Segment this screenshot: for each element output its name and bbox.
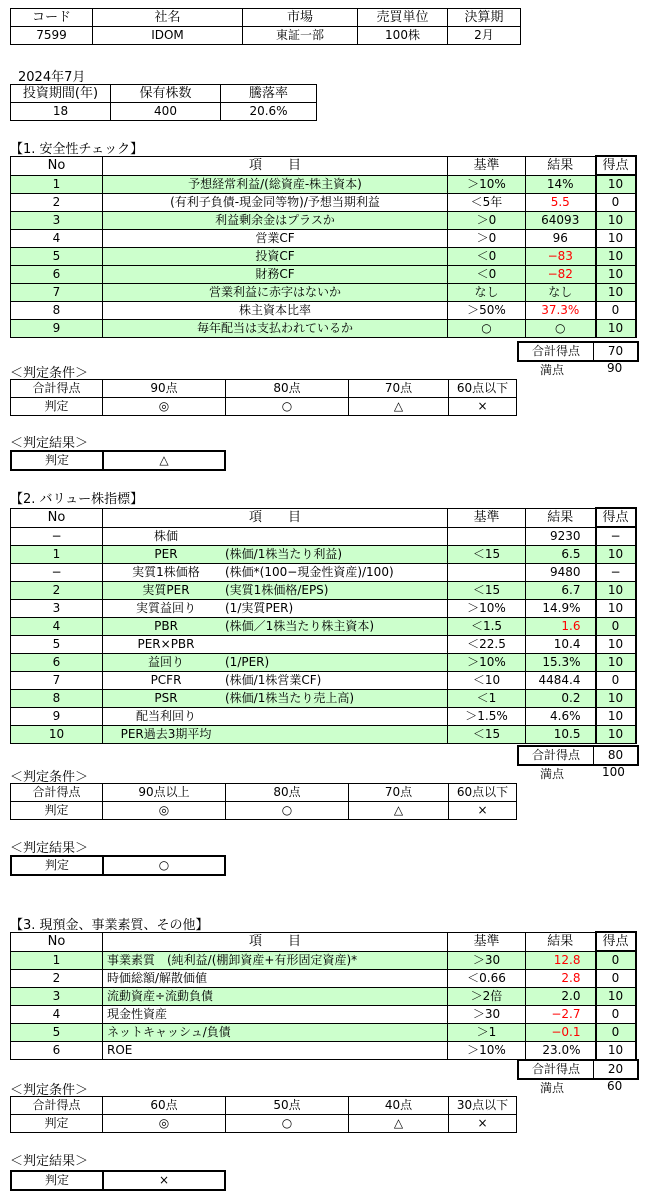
row-no: 5 xyxy=(11,636,103,654)
section2-result-title: ＜判定結果＞ xyxy=(10,841,89,856)
section2-result-label: 判定 xyxy=(12,857,104,874)
section2-result-box xyxy=(10,855,226,876)
section1-header-item: 項 目 xyxy=(103,156,448,175)
holding-header-row xyxy=(11,85,317,103)
row-item xyxy=(103,690,448,708)
row-item-desc: (株価／1株当たり株主資本) xyxy=(225,619,374,633)
table-row xyxy=(11,582,636,600)
row-item-name: PBR xyxy=(154,619,178,633)
company-name: IDOM xyxy=(93,27,243,45)
section1-cond-h0: 合計得点 xyxy=(11,380,103,398)
row-std xyxy=(448,527,526,546)
section1-result-title: ＜判定結果＞ xyxy=(10,436,89,451)
table-row xyxy=(11,1006,636,1024)
row-score: 10 xyxy=(596,320,636,338)
section3-cond-h1: 60点 xyxy=(103,1097,226,1115)
section1-header-row xyxy=(11,156,636,175)
row-item: ROE xyxy=(103,1042,448,1060)
section2-title: 【2. バリュー株指標】 xyxy=(10,492,144,507)
row-item: 営業CF xyxy=(103,230,448,248)
holding-table xyxy=(10,84,317,121)
row-item xyxy=(103,708,448,726)
row-score: 0 xyxy=(596,302,636,320)
row-item: 利益剰余金はプラスか xyxy=(103,212,448,230)
section1-cond-m2: ○ xyxy=(226,398,349,416)
section3-header-score: 得点 xyxy=(596,932,636,951)
section3-total-box xyxy=(517,1059,639,1080)
row-std: ＜22.5 xyxy=(448,636,526,654)
row-no: 9 xyxy=(11,708,103,726)
section2-cond-row2 xyxy=(11,802,517,820)
section3-cond-m3: △ xyxy=(349,1115,449,1133)
company-code: 7599 xyxy=(11,27,93,45)
row-item-name: 実質1株価格 xyxy=(132,565,200,579)
row-item: 事業素質 (純利益/(棚卸資産+有形固定資産)* xyxy=(103,951,448,970)
section2-cond-m2: ○ xyxy=(226,802,349,820)
row-no: − xyxy=(11,527,103,546)
section3-cond-h0: 合計得点 xyxy=(11,1097,103,1115)
section1-title: 【1. 安全性チェック】 xyxy=(10,142,144,157)
section2-cond-m1: ◎ xyxy=(103,802,226,820)
section3-result-box xyxy=(10,1170,226,1191)
row-std: ＞10% xyxy=(448,1042,526,1060)
section2-cond-m0: 判定 xyxy=(11,802,103,820)
row-no: 2 xyxy=(11,970,103,988)
holding-header-shares: 保有株数 xyxy=(111,85,221,103)
section1-header-std: 基準 xyxy=(448,156,526,175)
section2-header-row xyxy=(11,508,636,527)
row-res: 10.5 xyxy=(526,726,596,744)
section1-cond-h2: 80点 xyxy=(226,380,349,398)
section1-max: 90 xyxy=(607,361,623,375)
section2-total-box xyxy=(517,745,639,766)
row-score: − xyxy=(596,527,636,546)
row-res: 9480 xyxy=(526,564,596,582)
section3-cond-h2: 50点 xyxy=(226,1097,349,1115)
section2-total: 80 xyxy=(607,748,624,762)
row-std: ＞50% xyxy=(448,302,526,320)
holding-value-row xyxy=(11,103,317,121)
row-std: ＞0 xyxy=(448,212,526,230)
company-header-row xyxy=(11,9,521,27)
row-res: 4.6% xyxy=(526,708,596,726)
row-score: 0 xyxy=(596,194,636,212)
table-row xyxy=(11,988,636,1006)
row-item-name: 配当利回り xyxy=(135,709,196,723)
company-header-fiscal: 決算期 xyxy=(448,9,521,27)
row-res: なし xyxy=(526,284,596,302)
row-res: 15.3% xyxy=(526,654,596,672)
row-item: 株主資本比率 xyxy=(103,302,448,320)
table-row xyxy=(11,970,636,988)
company-header-unit: 売買単位 xyxy=(358,9,448,27)
row-no: 2 xyxy=(11,194,103,212)
row-score: 10 xyxy=(596,636,636,654)
row-std: なし xyxy=(448,284,526,302)
row-res: −82 xyxy=(526,266,596,284)
row-no: 6 xyxy=(11,266,103,284)
holding-header-period: 投資期間(年) xyxy=(11,85,111,103)
holding-shares: 400 xyxy=(111,103,221,121)
section3-cond-row1 xyxy=(11,1097,517,1115)
row-item xyxy=(103,654,448,672)
section2-cond-h0: 合計得点 xyxy=(11,784,103,802)
row-res: 6.7 xyxy=(526,582,596,600)
section2-cond-m3: △ xyxy=(349,802,449,820)
company-unit: 100株 xyxy=(358,27,448,45)
row-res: 9230 xyxy=(526,527,596,546)
section1-cond-table xyxy=(10,379,517,416)
row-item-name: 実質PER xyxy=(142,583,190,597)
row-score: 10 xyxy=(596,726,636,744)
row-item-desc: (実質1株価格/EPS) xyxy=(225,583,329,597)
row-score: 10 xyxy=(596,266,636,284)
table-row xyxy=(11,1042,636,1060)
row-score: 10 xyxy=(596,708,636,726)
row-std: ＜1.5 xyxy=(448,618,526,636)
row-std: ＞10% xyxy=(448,175,526,194)
row-score: 0 xyxy=(596,1006,636,1024)
row-std: ＜10 xyxy=(448,672,526,690)
section3-title: 【3. 現預金、事業素質、その他】 xyxy=(10,918,209,933)
table-row xyxy=(11,951,636,970)
row-item xyxy=(103,600,448,618)
row-std: ＞10% xyxy=(448,600,526,618)
row-score: 10 xyxy=(596,600,636,618)
row-item: 財務CF xyxy=(103,266,448,284)
holding-change: 20.6% xyxy=(221,103,317,121)
section3-result-title: ＜判定結果＞ xyxy=(10,1154,89,1169)
company-header-code: コード xyxy=(11,9,93,27)
section1-header-score: 得点 xyxy=(596,156,636,175)
row-res: 6.5 xyxy=(526,546,596,564)
row-item: (有利子負債-現金同等物)/予想当期利益 xyxy=(103,194,448,212)
row-res: 96 xyxy=(526,230,596,248)
row-res: 1.6 xyxy=(526,618,596,636)
section1-result: △ xyxy=(159,453,169,467)
section2-max-label: 満点 xyxy=(540,767,565,781)
row-no: 7 xyxy=(11,672,103,690)
section1-cond-h3: 70点 xyxy=(349,380,449,398)
table-row xyxy=(11,708,636,726)
holding-header-change: 騰落率 xyxy=(221,85,317,103)
row-item-name: PSR xyxy=(154,691,178,705)
row-item-desc: (株価/1株当たり利益) xyxy=(225,547,343,561)
company-market: 東証一部 xyxy=(243,27,358,45)
row-std: ＞1 xyxy=(448,1024,526,1042)
section1-header-no: No xyxy=(11,156,103,175)
section3-cond-h4: 30点以下 xyxy=(449,1097,517,1115)
section1-cond-m3: △ xyxy=(349,398,449,416)
company-header-name: 社名 xyxy=(93,9,243,27)
row-no: 4 xyxy=(11,1006,103,1024)
section3-total-label: 合計得点 xyxy=(519,1061,594,1078)
row-item-name: 実質益回り xyxy=(135,601,196,615)
section1-result-box xyxy=(10,450,226,471)
row-score: 10 xyxy=(596,248,636,266)
table-row xyxy=(11,1024,636,1042)
row-res: ○ xyxy=(526,320,596,338)
row-item: 時価総額/解散価値 xyxy=(103,970,448,988)
row-res: 0.2 xyxy=(526,690,596,708)
row-score: 10 xyxy=(596,284,636,302)
row-no: 4 xyxy=(11,230,103,248)
row-std: ＜0 xyxy=(448,248,526,266)
section1-cond-m4: × xyxy=(449,398,517,416)
row-item-desc: (株価/1株当たり売上高) xyxy=(225,691,355,705)
section1-header-res: 結果 xyxy=(526,156,596,175)
table-row xyxy=(11,302,636,320)
row-item: 現金性資産 xyxy=(103,1006,448,1024)
section2-cond-h4: 60点以下 xyxy=(449,784,517,802)
section3-max: 60 xyxy=(607,1079,623,1093)
row-item xyxy=(103,672,448,690)
table-row xyxy=(11,266,636,284)
section3-total: 20 xyxy=(607,1062,624,1076)
section3-max-label: 満点 xyxy=(540,1081,565,1095)
row-std xyxy=(448,564,526,582)
row-no: 8 xyxy=(11,302,103,320)
row-no: 1 xyxy=(11,175,103,194)
row-score: 10 xyxy=(596,690,636,708)
row-no: 9 xyxy=(11,320,103,338)
section3-header-row xyxy=(11,932,636,951)
section2-cond-h2: 80点 xyxy=(226,784,349,802)
row-std: ＞0 xyxy=(448,230,526,248)
row-score: 10 xyxy=(596,582,636,600)
section3-cond-title: ＜判定条件＞ xyxy=(10,1083,89,1098)
section3-cond-m2: ○ xyxy=(226,1115,349,1133)
row-std: ＞10% xyxy=(448,654,526,672)
row-score: 10 xyxy=(596,230,636,248)
section3-header-res: 結果 xyxy=(526,932,596,951)
table-row xyxy=(11,248,636,266)
table-row xyxy=(11,636,636,654)
row-res: −2.7 xyxy=(526,1006,596,1024)
row-no: 2 xyxy=(11,582,103,600)
row-score: 0 xyxy=(596,970,636,988)
row-no: 3 xyxy=(11,600,103,618)
row-res: 37.3% xyxy=(526,302,596,320)
row-item xyxy=(103,564,448,582)
table-row xyxy=(11,527,636,546)
row-item-desc: (株価*(100−現金性資産)/100) xyxy=(225,565,394,579)
table-row xyxy=(11,320,636,338)
row-std: ＞30 xyxy=(448,951,526,970)
table-row xyxy=(11,284,636,302)
row-no: 4 xyxy=(11,618,103,636)
row-no: 1 xyxy=(11,546,103,564)
section2-header-no: No xyxy=(11,508,103,527)
table-row xyxy=(11,690,636,708)
row-item: 投資CF xyxy=(103,248,448,266)
section3-header-no: No xyxy=(11,932,103,951)
row-std: ＜0.66 xyxy=(448,970,526,988)
section1-cond-h1: 90点 xyxy=(103,380,226,398)
table-row xyxy=(11,564,636,582)
row-std: ＜15 xyxy=(448,726,526,744)
section1-table xyxy=(10,155,637,338)
section1-total-box xyxy=(517,341,639,362)
section2-cond-h3: 70点 xyxy=(349,784,449,802)
section2-cond-h1: 90点以上 xyxy=(103,784,226,802)
section2-header-score: 得点 xyxy=(596,508,636,527)
section2-max: 100 xyxy=(602,765,625,779)
row-item: 流動資産÷流動負債 xyxy=(103,988,448,1006)
row-no: 6 xyxy=(11,1042,103,1060)
row-res: 4484.4 xyxy=(526,672,596,690)
holding-period: 18 xyxy=(11,103,111,121)
row-item xyxy=(103,582,448,600)
row-item-name: PER過去3期平均 xyxy=(120,727,212,741)
row-no: 8 xyxy=(11,690,103,708)
row-std: ＞1.5% xyxy=(448,708,526,726)
section3-cond-row2 xyxy=(11,1115,517,1133)
section1-total: 70 xyxy=(607,344,624,358)
row-res: 14.9% xyxy=(526,600,596,618)
row-std: ＜5年 xyxy=(448,194,526,212)
company-header-market: 市場 xyxy=(243,9,358,27)
row-std: ＜15 xyxy=(448,582,526,600)
section3-result: × xyxy=(158,1173,170,1187)
table-row xyxy=(11,618,636,636)
row-item-name: 益回り xyxy=(147,655,184,669)
section1-cond-title: ＜判定条件＞ xyxy=(10,366,89,381)
row-item-desc: (株価/1株営業CF) xyxy=(225,673,322,687)
row-item-name: 株価 xyxy=(153,528,178,543)
section3-result-label: 判定 xyxy=(12,1172,104,1189)
row-res: −83 xyxy=(526,248,596,266)
row-no: 1 xyxy=(11,951,103,970)
section2-cond-row1 xyxy=(11,784,517,802)
table-row xyxy=(11,546,636,564)
section3-cond-m4: × xyxy=(449,1115,517,1133)
section3-cond-m1: ◎ xyxy=(103,1115,226,1133)
row-item xyxy=(103,618,448,636)
row-res: 23.0% xyxy=(526,1042,596,1060)
row-no: 10 xyxy=(11,726,103,744)
section2-total-label: 合計得点 xyxy=(519,747,594,764)
row-item xyxy=(103,726,448,744)
holding-date: 2024年7月 xyxy=(18,70,86,85)
row-res: 5.5 xyxy=(526,194,596,212)
table-row xyxy=(11,654,636,672)
section3-cond-m0: 判定 xyxy=(11,1115,103,1133)
section1-cond-m0: 判定 xyxy=(11,398,103,416)
row-std: ＜0 xyxy=(448,266,526,284)
row-res: 2.8 xyxy=(526,970,596,988)
section3-cond-table xyxy=(10,1096,517,1133)
section3-header-std: 基準 xyxy=(448,932,526,951)
section2-header-std: 基準 xyxy=(448,508,526,527)
row-item xyxy=(103,546,448,564)
row-item-desc: (1/実質PER) xyxy=(225,601,294,615)
section1-cond-m1: ◎ xyxy=(103,398,226,416)
table-row xyxy=(11,175,636,194)
row-score: − xyxy=(596,564,636,582)
row-item-name: PER xyxy=(154,547,178,561)
row-item: 毎年配当は支払われているか xyxy=(103,320,448,338)
section2-result: ○ xyxy=(158,858,170,872)
row-item xyxy=(103,527,448,546)
table-row xyxy=(11,672,636,690)
row-score: 10 xyxy=(596,175,636,194)
row-res: 10.4 xyxy=(526,636,596,654)
row-score: 10 xyxy=(596,212,636,230)
section2-header-item: 項 目 xyxy=(103,508,448,527)
section2-cond-title: ＜判定条件＞ xyxy=(10,770,89,785)
row-score: 10 xyxy=(596,546,636,564)
row-no: 5 xyxy=(11,1024,103,1042)
company-value-row xyxy=(11,27,521,45)
row-no: 5 xyxy=(11,248,103,266)
row-std: ＜1 xyxy=(448,690,526,708)
row-item xyxy=(103,636,448,654)
row-item: 営業利益に赤字はないか xyxy=(103,284,448,302)
section3-cond-h3: 40点 xyxy=(349,1097,449,1115)
section1-total-label: 合計得点 xyxy=(519,343,594,360)
row-res: −0.1 xyxy=(526,1024,596,1042)
table-row xyxy=(11,194,636,212)
row-score: 10 xyxy=(596,654,636,672)
section3-table xyxy=(10,931,637,1060)
row-item: ネットキャッシュ/負債 xyxy=(103,1024,448,1042)
row-score: 0 xyxy=(596,672,636,690)
section2-header-res: 結果 xyxy=(526,508,596,527)
row-std: ＞2倍 xyxy=(448,988,526,1006)
table-row xyxy=(11,212,636,230)
row-std: ○ xyxy=(448,320,526,338)
company-fiscal: 2月 xyxy=(448,27,521,45)
row-res: 12.8 xyxy=(526,951,596,970)
section2-cond-m4: × xyxy=(449,802,517,820)
row-no: 3 xyxy=(11,212,103,230)
row-item: 予想経常利益/(総資産-株主資本) xyxy=(103,175,448,194)
row-res: 2.0 xyxy=(526,988,596,1006)
row-res: 64093 xyxy=(526,212,596,230)
table-row xyxy=(11,600,636,618)
row-no: 3 xyxy=(11,988,103,1006)
row-item-name: PCFR xyxy=(150,673,182,687)
row-score: 10 xyxy=(596,1042,636,1060)
section1-cond-h4: 60点以下 xyxy=(449,380,517,398)
section3-header-item: 項 目 xyxy=(103,932,448,951)
row-score: 0 xyxy=(596,951,636,970)
row-res: 14% xyxy=(526,175,596,194)
row-no: 7 xyxy=(11,284,103,302)
row-score: 0 xyxy=(596,1024,636,1042)
section1-cond-row1 xyxy=(11,380,517,398)
section1-cond-row2 xyxy=(11,398,517,416)
section1-max-label: 満点 xyxy=(540,363,565,377)
row-score: 10 xyxy=(596,988,636,1006)
row-std: ＜15 xyxy=(448,546,526,564)
row-item-name: PER×PBR xyxy=(137,637,195,651)
row-no: − xyxy=(11,564,103,582)
row-item-desc: (1/PER) xyxy=(225,655,270,669)
table-row xyxy=(11,726,636,744)
row-score: 0 xyxy=(596,618,636,636)
section1-result-label: 判定 xyxy=(12,452,104,469)
section2-cond-table xyxy=(10,783,517,820)
company-table xyxy=(10,8,521,45)
table-row xyxy=(11,230,636,248)
row-no: 6 xyxy=(11,654,103,672)
row-std: ＞30 xyxy=(448,1006,526,1024)
section2-table xyxy=(10,507,637,744)
